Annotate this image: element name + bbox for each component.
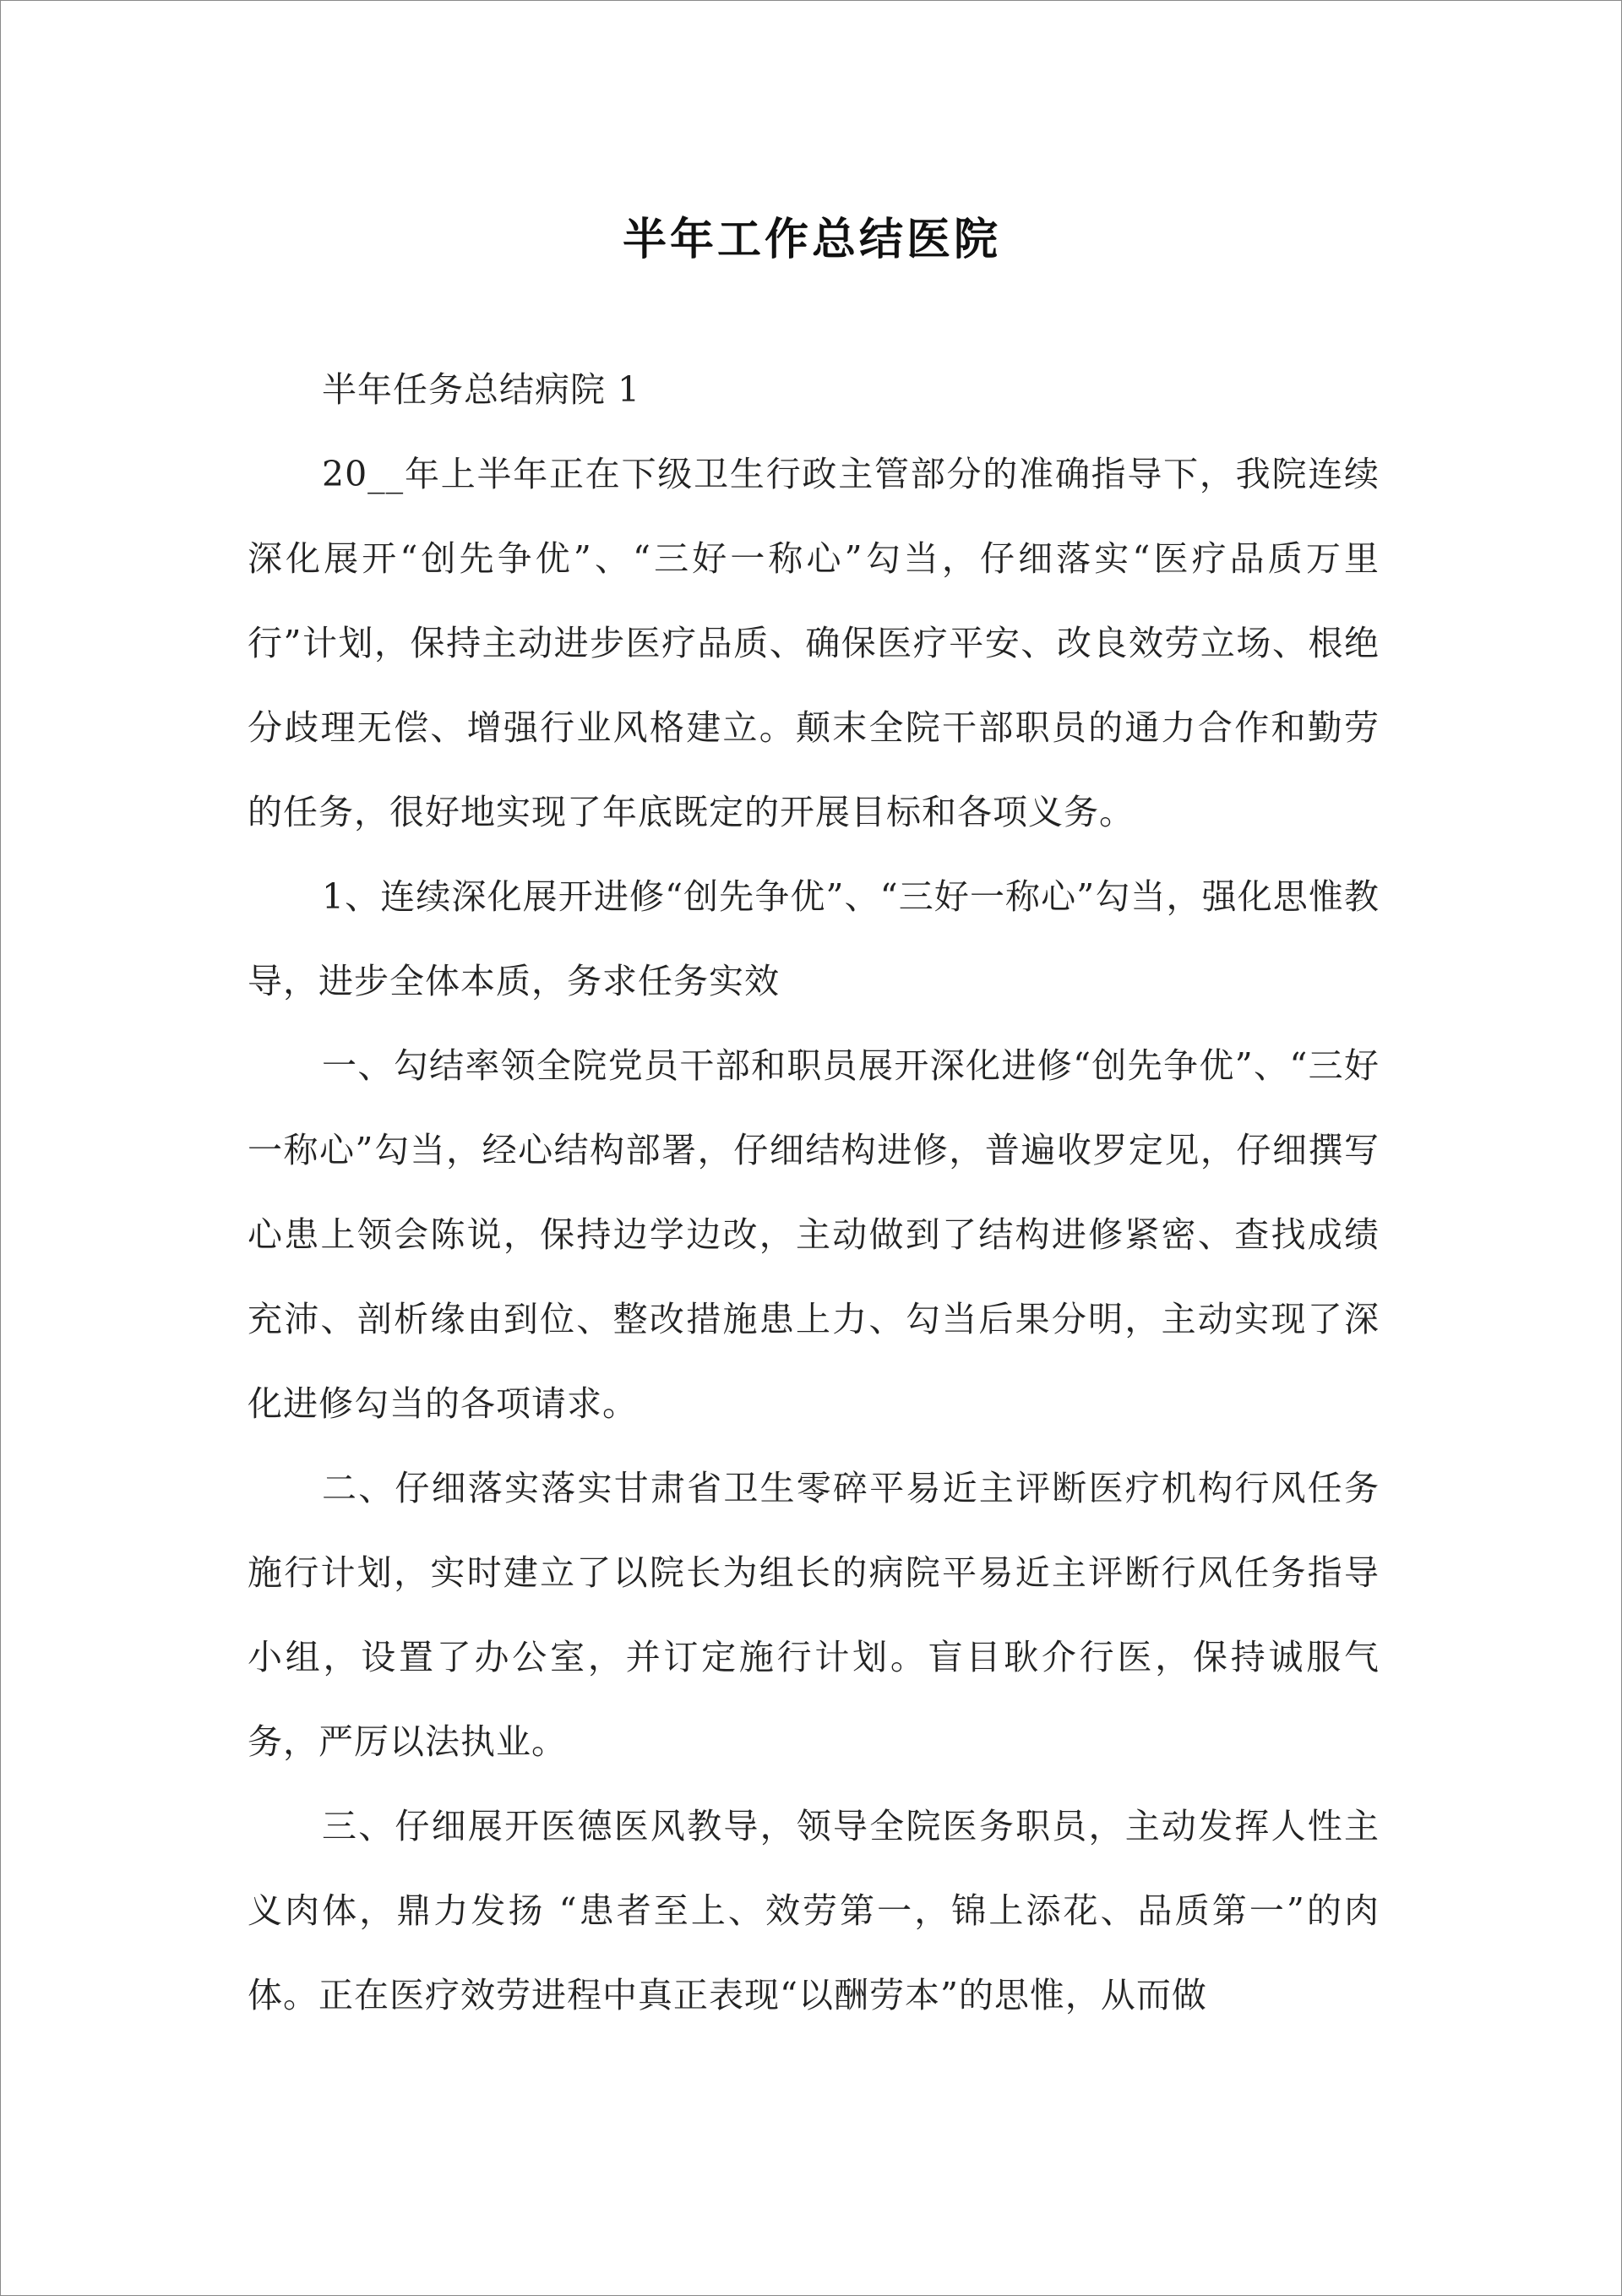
document-title: 半年工作总结医院 bbox=[622, 214, 1001, 265]
paragraph-item-2: 二、仔细落实落实甘肃省卫生零碎平易近主评断医疗机构行风任务施行计划，实时建立了以院长为组长的病院平易近主评断行风任务指导小组，设置了办公室，并订定施行计划。盲目耿介行医，保持诚服气务，严厉以法执业。 bbox=[248, 1468, 1380, 1762]
paragraph-item-3: 三、仔细展开医德医风教导，领导全院医务职员，主动发挥人性主义肉体，鼎力发扬 “患者至上、效劳第一，锦上添花、品质第一”的肉体。正在医疗效劳进程中真正表现“以酬劳本”的思惟，从而做 bbox=[248, 1806, 1380, 2015]
paragraph-item-1: 一、勾结率领全院党员干部和职员展开深化进修“创先争优”、“三好一称心”勾当，经心结构部署，仔细结构进修，普遍收罗定见，仔细撰写心患上领会陈说，保持边学边改，主动做到了结构进修紧密、查找成绩充沛、剖析缘由到位、整改措施患上力、勾当后果分明，主动实现了深化进修勾当的各项请求。 bbox=[248, 1045, 1380, 1424]
paragraph-subtitle: 半年任务总结病院 1 bbox=[322, 369, 641, 410]
paragraph-intro: 20__年上半年正在下级卫生行政主管部分的准确指导下，我院连续深化展开“创先争优”、“三好一称心”勾当，仔细落实“医疗品质万里行”计划，保持主动进步医疗品质、确保医疗平安、改良效劳立场、根绝分歧理无偿、增强行业风格建立。颠末全院干部职员的通力合作和勤劳的任务，很好地实现了年底既定的开展目标和各项义务。 bbox=[248, 454, 1380, 832]
document-body bbox=[248, 347, 1380, 2037]
paragraph-section-1: 1、连续深化展开进修“创先争优”、“三好一称心”勾当，强化思惟教导，进步全体本质，务求任务实效 bbox=[248, 876, 1380, 1001]
